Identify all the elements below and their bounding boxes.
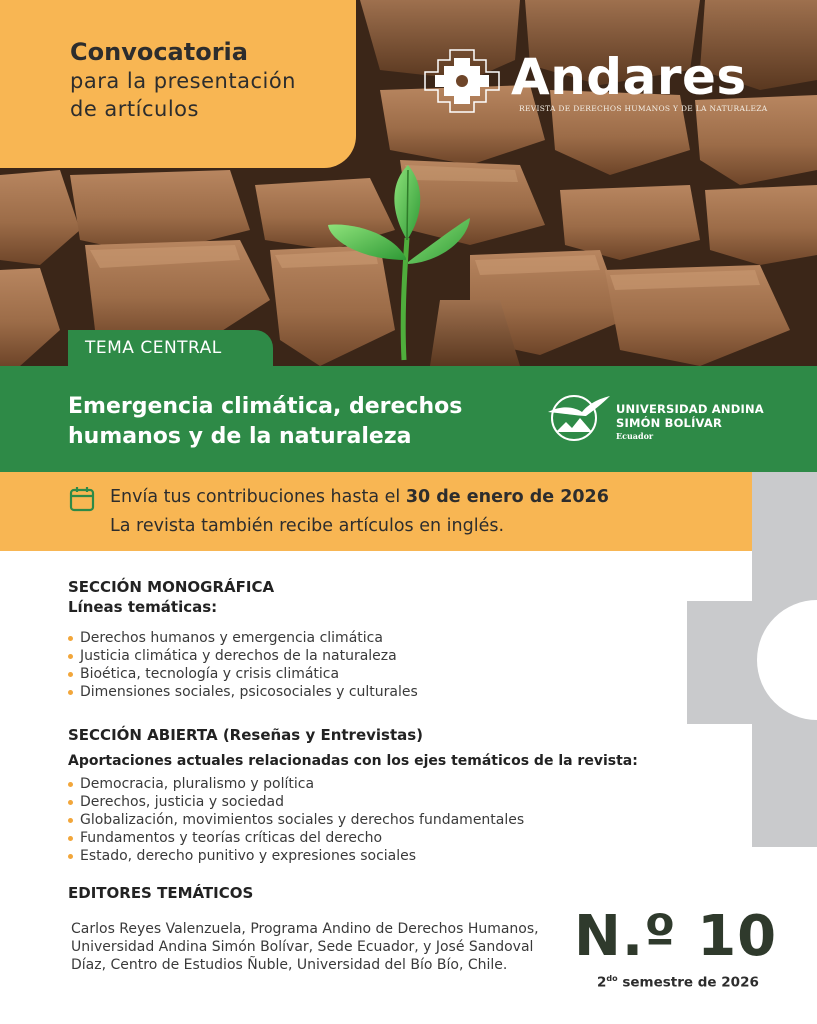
semester-label	[597, 974, 759, 991]
monografica-list	[68, 629, 708, 701]
callout-title: Convocatoria	[70, 38, 248, 66]
theme-title-line-1: Emergencia climática, derechos	[68, 394, 463, 419]
semester-number: 2	[597, 974, 607, 991]
tema-central-tab: TEMA CENTRAL	[68, 330, 273, 366]
list-item: Dimensiones sociales, psicosociales y culturales	[68, 683, 708, 701]
university-line-2: SIMÓN BOLÍVAR	[616, 416, 723, 430]
brand-name: Andares	[511, 48, 747, 106]
deadline-prefix: Envía tus contribuciones hasta el	[110, 487, 406, 507]
list-item: Derechos, justicia y sociedad	[68, 793, 708, 811]
list-item: Fundamentos y teorías críticas del derecho	[68, 829, 708, 847]
editores-text: Carlos Reyes Valenzuela, Programa Andino de Derechos Humanos, Universidad Andina Simón Bolívar, Sede Ecuador, y José Sandoval Díaz, Centro de Estudios Ñuble, Universidad del Bío Bío, Chile.	[71, 921, 539, 973]
monografica-subheading: Líneas temáticas:	[68, 598, 218, 616]
monografica-heading: SECCIÓN MONOGRÁFICA	[68, 578, 275, 596]
deadline-text	[110, 485, 609, 509]
semester-ordinal: do	[606, 974, 618, 983]
abierta-heading: SECCIÓN ABIERTA (Reseñas y Entrevistas)	[68, 726, 424, 744]
university-line-1: UNIVERSIDAD ANDINA	[616, 402, 764, 416]
abierta-subheading: Aportaciones actuales relacionadas con los ejes temáticos de la revista:	[68, 753, 638, 769]
list-item: Derechos humanos y emergencia climática	[68, 629, 708, 647]
callout-line-1: para la presentación	[70, 69, 296, 93]
university-line-3: Ecuador	[616, 431, 654, 441]
theme-title-line-2: humanos y de la naturaleza	[68, 424, 412, 449]
list-item: Estado, derecho punitivo y expresiones sociales	[68, 847, 708, 865]
english-note: La revista también recibe artículos en inglés.	[110, 516, 505, 536]
brand-tagline: REVISTA DE DERECHOS HUMANOS Y DE LA NATURALEZA	[519, 104, 768, 113]
editores-heading: EDITORES TEMÁTICOS	[68, 884, 254, 902]
list-item: Bioética, tecnología y crisis climática	[68, 665, 708, 683]
list-item: Democracia, pluralismo y política	[68, 775, 708, 793]
list-item: Globalización, movimientos sociales y derechos fundamentales	[68, 811, 708, 829]
list-item: Justicia climática y derechos de la naturaleza	[68, 647, 708, 665]
callout-line-2: de artículos	[70, 97, 199, 121]
calendar-icon	[69, 486, 95, 512]
issue-number: N.º 10	[574, 904, 778, 969]
deadline-date: 30 de enero de 2026	[405, 487, 609, 507]
deadline-band	[0, 472, 752, 551]
semester-text: semestre de 2026	[617, 974, 759, 991]
abierta-list	[68, 775, 708, 865]
sections	[68, 577, 708, 903]
